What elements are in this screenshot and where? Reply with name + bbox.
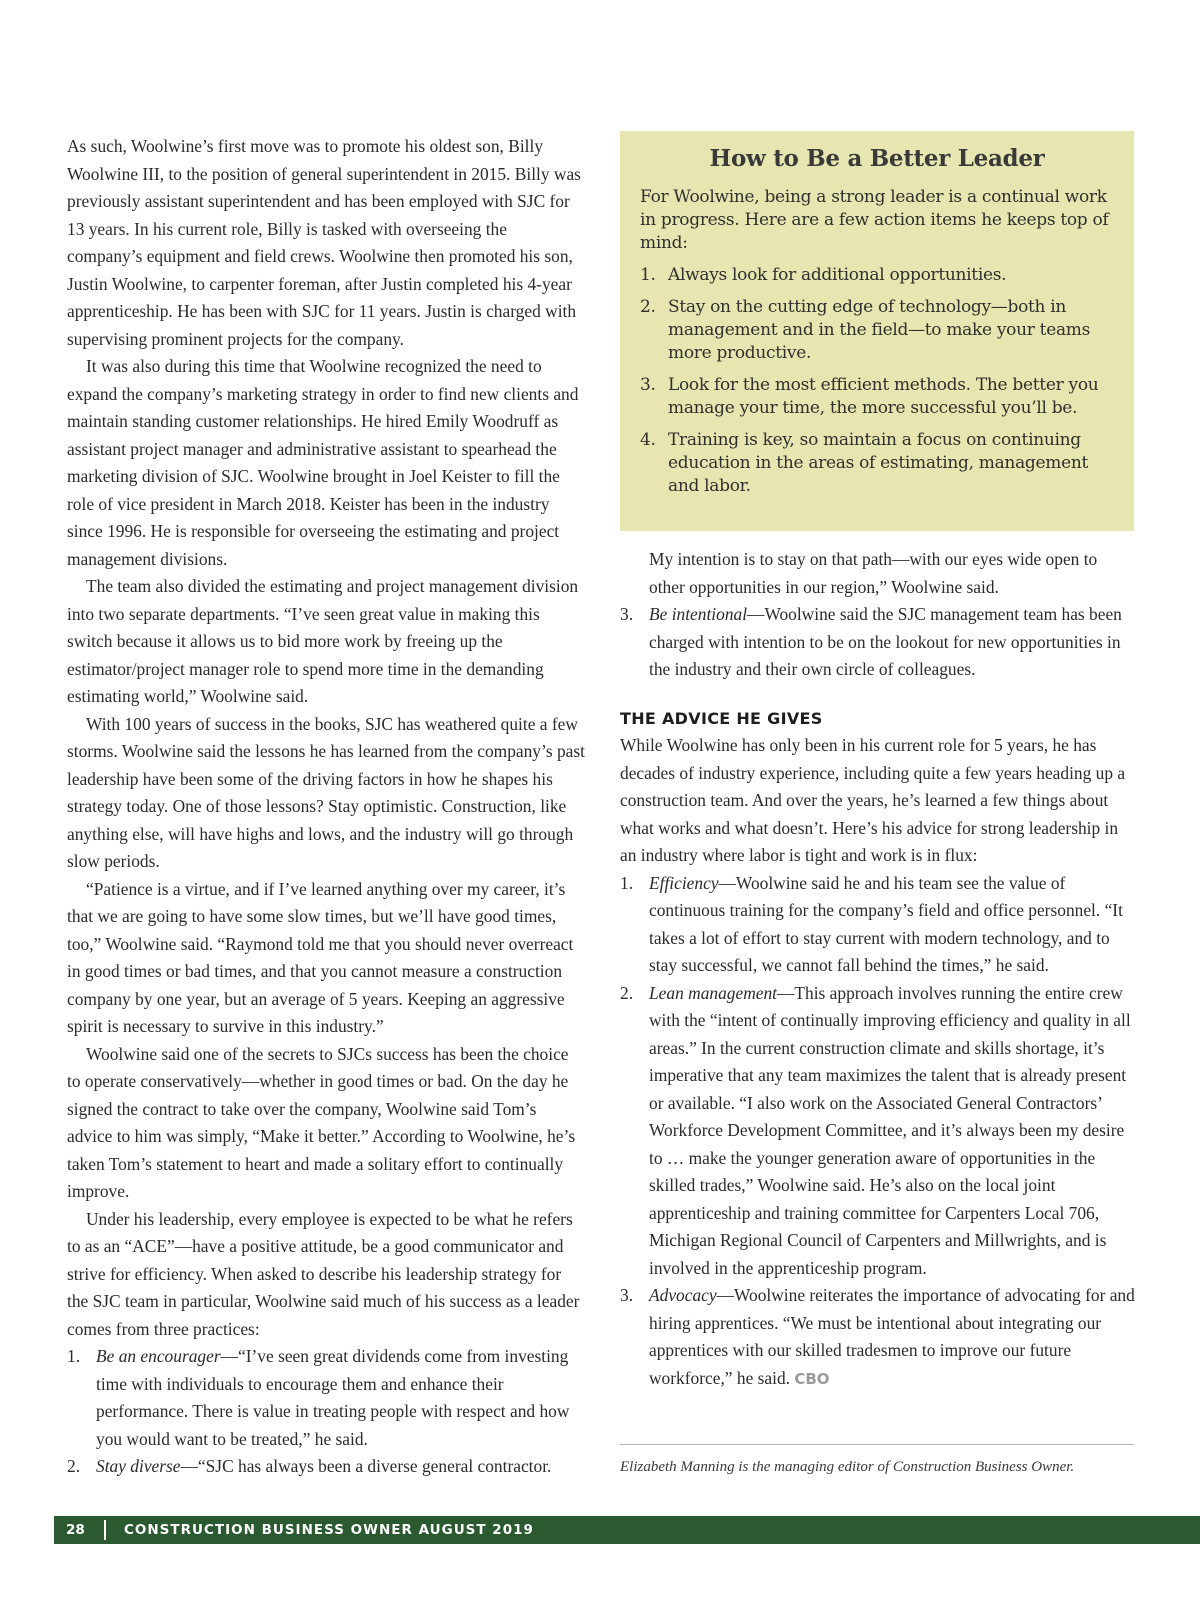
page-number: 28 (66, 1522, 85, 1538)
list-term: Lean management (649, 982, 777, 1003)
byline-divider (620, 1444, 1134, 1445)
practices-list-continued (620, 601, 1135, 684)
list-term: Be intentional (649, 604, 748, 624)
section-heading: THE ADVICE HE GIVES (620, 708, 823, 728)
list-text: —This approach involves running the entire crew with the “intent of continually improving efficiency and quality in all areas.” In the current construction climate and skills shortage, it’s imperative that any team maximizes the talent that is already present or available. “I also work on the Associated General Contractors’ Workforce Development Committee, and it’s always been my desire to … make the younger generation aware of opportunities in the skilled trades,” Woolwine said. He’s also on the local joint apprenticeship and training committee for Carpenters Local 706, Michigan Regional Council of Carpenters and Millwrights, and is involved in the apprenticeship program. (649, 982, 1131, 1278)
list-number: 3. (620, 604, 634, 624)
list-number: 3. (640, 375, 656, 395)
sidebar-list-item (640, 264, 1114, 287)
paragraph: As such, Woolwine’s first move was to promote his oldest son, Billy Woolwine III, to the position of general superintendent in 2015. Billy was previously assistant superintendent and has been employed with SJC for 13 years. In his current role, Billy is tasked with overseeing the company’s equipment and field crews. Woolwine then promoted his son, Justin Woolwine, to carpenter foreman, after Justin completed his 4-year apprenticeship. He has been with SJC for 11 years. Justin is charged with supervising prominent projects for the company. (67, 136, 581, 349)
list-item (620, 601, 1135, 684)
sidebar-list-item (640, 429, 1114, 498)
list-item (620, 1282, 1135, 1393)
list-number: 2. (67, 1456, 81, 1476)
paragraph: Woolwine said one of the secrets to SJCs success has been the choice to operate conservatively—whether in good times or bad. On the day he signed the contract to take over the company, Woolwine said Tom’s advice to him was simply, “Make it better.” According to Woolwine, he’s taken Tom’s statement to heart and made a solitary effort to continually improve. (67, 1043, 576, 1201)
sidebar-list-item (640, 374, 1114, 420)
list-item (620, 980, 1135, 1283)
list-text: —“I’ve seen great dividends come from investing time with individuals to encourage them and enhance their performance. There is value in treating people with respect and how you would want to be treated,” he said. (96, 1346, 570, 1449)
advice-list (620, 870, 1135, 1394)
list-term: Be an encourager (96, 1346, 221, 1366)
sidebar-list (640, 264, 1114, 498)
list-item (620, 870, 1135, 980)
left-column (67, 133, 585, 1481)
paragraph: The team also divided the estimating and project management division into two separate departments. “I’ve seen great value in making this switch because it allows us to bid more work by freeing up the estimator/project manager role to spend more time in the demanding estimating world,” Woolwine said. (67, 576, 579, 706)
list-number: 2. (620, 982, 634, 1003)
publication-name: CONSTRUCTION BUSINESS OWNER AUGUST 2019 (124, 1522, 534, 1538)
sidebar-list-item (640, 296, 1114, 365)
sidebar-intro: For Woolwine, being a strong leader is a continual work in progress. Here are a few action items he keeps top of mind: (640, 187, 1109, 253)
list-number: 2. (640, 297, 656, 317)
author-byline: Elizabeth Manning is the managing editor of Construction Business Owner. (620, 1459, 1075, 1475)
list-text: —Woolwine reiterates the importance of advocating for and hiring apprentices. “We must be intentional about integrating our apprentices with our skilled tradesmen to improve our future workforce,” he said. (649, 1285, 1135, 1388)
paragraph: With 100 years of success in the books, SJC has weathered quite a few storms. Woolwine said the lessons he has learned from the company’s past leadership have been some of the driving factors in how he shapes his strategy today. One of those lessons? Stay optimistic. Construction, like anything else, will have highs and lows, and the industry will go through slow periods. (67, 713, 585, 871)
end-mark: CBO (794, 1369, 830, 1388)
continued-paragraph: My intention is to stay on that path—with our eyes wide open to other opportunities in our region,” Woolwine said. (649, 549, 1098, 597)
list-text: Stay on the cutting edge of technology—both in management and in the field—to make your teams more productive. (668, 297, 1091, 363)
practices-list (67, 1343, 585, 1481)
footer-bar (54, 1516, 1200, 1544)
list-number: 1. (620, 872, 634, 893)
paragraph: “Patience is a virtue, and if I’ve learned anything over my career, it’s that we are going to have some slow times, but we’ll have good times, too,” Woolwine said. “Raymond told me that you should never overreact in good times or bad times, and that you cannot measure a construction company by one year, but an average of 5 years. Keeping an aggressive spirit is necessary to survive in this industry.” (67, 878, 574, 1036)
paragraph: It was also during this time that Woolwine recognized the need to expand the company’s marketing strategy in order to find new clients and maintain standing customer relationships. He hired Emily Woodruff as assistant project manager and administrative assistant to spearhead the marketing division of SJC. Woolwine brought in Joel Keister to fill the role of vice president in March 2018. Keister has been in the industry since 1996. He is responsible for overseeing the estimating and project management divisions. (67, 356, 579, 569)
list-term: Efficiency (649, 872, 719, 893)
list-text: Training is key, so maintain a focus on continuing education in the areas of estimating, management and labor. (668, 430, 1089, 496)
list-text: Always look for additional opportunities. (668, 265, 1007, 285)
paragraph: While Woolwine has only been in his current role for 5 years, he has decades of industry experience, including quite a few years heading up a construction team. And over the years, he’s learned a few things about what works and what doesn’t. Here’s his advice for strong leadership in an industry where labor is tight and work is in flux: (620, 735, 1126, 865)
list-item (67, 1453, 585, 1481)
list-text: —Woolwine said the SJC management team has been charged with intention to be on the lookout for new opportunities in the industry and their own circle of colleagues. (649, 604, 1122, 679)
list-text: —Woolwine said he and his team see the value of continuous training for the company’s field and office personnel. “It takes a lot of effort to stay current with modern technology, and to stay successful, we cannot fall behind the times,” he said. (649, 872, 1123, 975)
paragraph: Under his leadership, every employee is expected to be what he refers to as an “ACE”—have a positive attitude, be a good communicator and strive for efficiency. When asked to describe his leadership strategy for the SJC team in particular, Woolwine said much of his success as a leader comes from three practices: (67, 1208, 580, 1339)
right-column (620, 546, 1135, 1393)
sidebar-box (620, 131, 1134, 531)
list-term: Stay diverse (96, 1456, 181, 1476)
list-text: Look for the most efficient methods. The better you manage your time, the more successful you’ll be. (668, 375, 1099, 418)
sidebar-title: How to Be a Better Leader (709, 145, 1045, 172)
list-item (67, 1343, 585, 1453)
list-number: 4. (640, 430, 656, 450)
footer-divider (104, 1520, 106, 1540)
list-text: —“SJC has always been a diverse general contractor. (180, 1456, 552, 1476)
list-term: Advocacy (649, 1285, 717, 1305)
list-number: 1. (67, 1346, 81, 1366)
list-number: 3. (620, 1285, 634, 1305)
list-number: 1. (640, 265, 656, 285)
